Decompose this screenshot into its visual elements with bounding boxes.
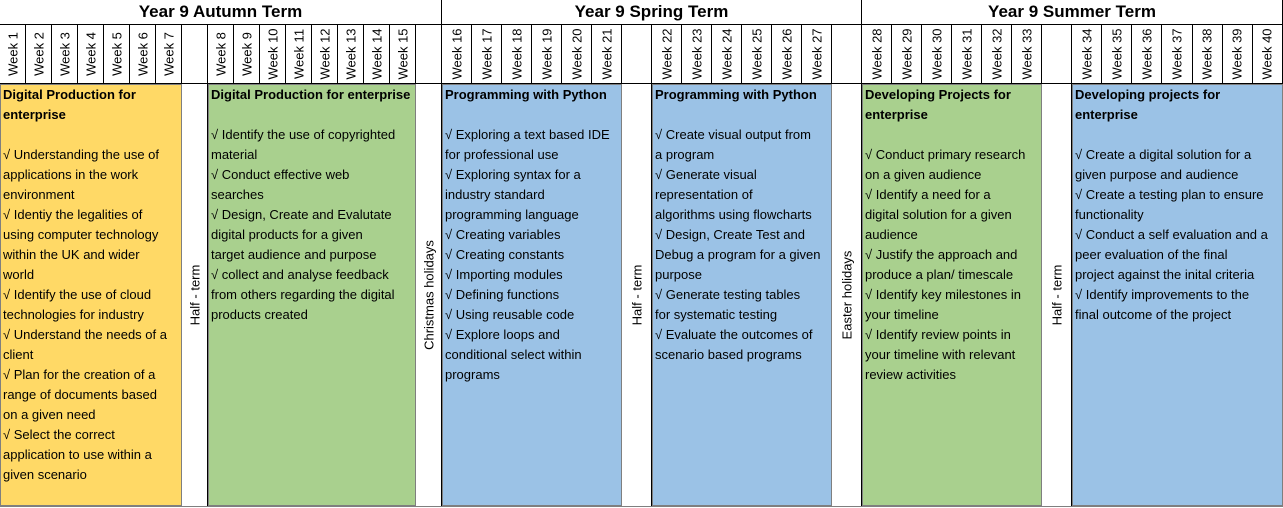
objective-line: application to use within a [3, 447, 152, 462]
week-header-cell [1162, 25, 1192, 84]
spacer [655, 105, 829, 125]
objective-line: for systematic testing [655, 307, 778, 322]
objective-line: on a given need [3, 407, 96, 422]
objective-line: products created [211, 307, 308, 322]
week-label: Week 3 [57, 32, 72, 76]
week-label: Week 17 [479, 28, 494, 80]
week-header-cell [892, 25, 922, 84]
objective-line: √ collect and analyse feedback [211, 267, 389, 282]
objective-line: material [211, 147, 258, 162]
week-label: Week 4 [83, 32, 98, 76]
objective-line: from others regarding the digital [211, 287, 395, 302]
unit-block-digital-production-1 [0, 84, 182, 506]
objective-line: √ Create visual output from [655, 127, 811, 142]
week-label: Week 5 [109, 32, 124, 76]
week-label: Week 31 [959, 28, 974, 80]
week-header-cell [1193, 25, 1223, 84]
objective-line: technologies for industry [3, 307, 144, 322]
week-header-cell [802, 25, 832, 84]
week-label: Week 35 [1109, 28, 1125, 80]
week-label: Week 39 [1229, 28, 1245, 80]
holiday-spring-half-term: Half - term [622, 84, 652, 506]
objective-line: √ Defining functions [445, 287, 560, 302]
week-header-cell [472, 25, 502, 84]
objective-line: √ Exploring syntax for a [445, 167, 581, 182]
objective-line: scenario based programs [655, 347, 802, 362]
holiday-autumn-half-term: Half - term [182, 84, 208, 506]
week-header-blank [622, 25, 652, 84]
objective-line: applications in the work [3, 167, 139, 182]
week-label: Week 7 [161, 32, 176, 76]
objective-line: audience [865, 227, 918, 242]
week-header-cell [364, 25, 390, 84]
week-label: Week 10 [265, 28, 280, 80]
week-label: Week 19 [539, 28, 554, 80]
week-label: Week 1 [5, 32, 20, 76]
unit-block-projects-1 [862, 84, 1042, 506]
objective-line: √ Identiy the legalities of [3, 207, 143, 222]
week-header-cell [1012, 25, 1042, 84]
objective-line: √ Creating constants [445, 247, 565, 262]
objective-line: world [3, 267, 35, 282]
objective-line: representation of [655, 187, 753, 202]
week-label: Week 24 [719, 28, 734, 80]
unit-block-digital-production-2 [208, 84, 416, 506]
week-header-cell [1132, 25, 1162, 84]
objective-line: √ Identify key milestones in [865, 287, 1021, 302]
objective-line: √ Design, Create and Evalutate [211, 207, 392, 222]
week-header-cell [442, 25, 472, 84]
week-header-cell [502, 25, 532, 84]
unit-title-line: enterprise [3, 107, 66, 122]
week-header-cell [712, 25, 742, 84]
term-header-autumn: Year 9 Autumn Term [0, 0, 442, 25]
unit-title-line: Programming with Python [655, 87, 817, 102]
objective-line: √ Generate visual [655, 167, 757, 182]
week-header-cell [742, 25, 772, 84]
holiday-summer-half-term: Half - term [1042, 84, 1072, 506]
unit-block-projects-2 [1072, 84, 1283, 506]
week-header-cell [562, 25, 592, 84]
week-label: Week 40 [1259, 28, 1275, 80]
week-header-cell [312, 25, 338, 84]
week-header-cell [1072, 25, 1102, 84]
week-header-cell [0, 25, 26, 84]
objective-line: using computer technology [3, 227, 159, 242]
week-header-cell [130, 25, 156, 84]
week-label: Week 28 [869, 28, 884, 80]
objective-line: √ Evaluate the outcomes of [655, 327, 813, 342]
objective-line: √ Create a testing plan to ensure [1075, 187, 1264, 202]
week-label: Week 8 [213, 32, 228, 76]
objective-line: √ Exploring a text based IDE [445, 127, 610, 142]
objective-line: √ Identify a need for a [865, 187, 991, 202]
week-label: Week 26 [779, 28, 794, 80]
week-header-cell [156, 25, 182, 84]
objective-line: √ Conduct effective web [211, 167, 350, 182]
week-label: Week 11 [291, 28, 306, 80]
week-header-cell [772, 25, 802, 84]
week-label: Week 32 [989, 28, 1004, 80]
term-header-summer: Year 9 Summer Term [862, 0, 1283, 25]
objective-line: digital products for a given [211, 227, 363, 242]
objective-line: √ Identify the use of cloud [3, 287, 152, 302]
objective-line: Debug a program for a given [655, 247, 821, 262]
week-header-cell [390, 25, 416, 84]
week-header-cell [982, 25, 1012, 84]
objective-line: programming language [445, 207, 579, 222]
objective-line: your timeline [865, 307, 939, 322]
week-label: Week 18 [509, 28, 524, 80]
week-label: Week 13 [343, 28, 358, 80]
week-header-cell [532, 25, 562, 84]
week-header-cell [208, 25, 234, 84]
objective-line: project against the inital criteria [1075, 267, 1255, 282]
objective-line: on a given audience [865, 167, 982, 182]
week-label: Week 37 [1169, 28, 1185, 80]
week-header-cell [1223, 25, 1253, 84]
objective-line: √ Understanding the use of [3, 147, 160, 162]
week-header-cell [652, 25, 682, 84]
spacer [865, 125, 1039, 145]
objective-line: given purpose and audience [1075, 167, 1239, 182]
week-header-cell [26, 25, 52, 84]
unit-title-line: Programming with Python [445, 87, 607, 102]
unit-title-line: Developing projects for [1075, 87, 1221, 102]
objective-line: √ Design, Create Test and [655, 227, 805, 242]
objective-line: √ Identify review points in [865, 327, 1011, 342]
week-label: Week 2 [31, 32, 46, 76]
objective-line: industry standard [445, 187, 545, 202]
week-header-cell [260, 25, 286, 84]
objective-line: √ Generate testing tables [655, 287, 801, 302]
week-header-cell [952, 25, 982, 84]
objective-line: your timeline with relevant [865, 347, 1016, 362]
week-label: Week 33 [1019, 28, 1034, 80]
bottom-border [0, 506, 1283, 507]
week-label: Week 38 [1199, 28, 1215, 80]
week-label: Week 15 [395, 28, 410, 80]
objective-line: range of documents based [3, 387, 157, 402]
objective-line: given scenario [3, 467, 87, 482]
week-label: Week 6 [135, 32, 150, 76]
week-header-cell [1253, 25, 1283, 84]
objective-line: target audience and purpose [211, 247, 377, 262]
week-header-cell [52, 25, 78, 84]
week-header-cell [104, 25, 130, 84]
week-label: Week 21 [599, 28, 614, 80]
objective-line: √ Identify the use of copyrighted [211, 127, 396, 142]
objective-line: final outcome of the project [1075, 307, 1232, 322]
week-header-blank [182, 25, 208, 84]
objective-line: programs [445, 367, 500, 382]
week-header-cell [286, 25, 312, 84]
objective-line: client [3, 347, 34, 362]
objective-line: √ Select the correct [3, 427, 115, 442]
week-header-cell [78, 25, 104, 84]
week-label: Week 9 [239, 32, 254, 76]
spacer [445, 105, 619, 125]
week-label: Week 25 [749, 28, 764, 80]
objective-line: √ Create a digital solution for a [1075, 147, 1252, 162]
week-header-blank [416, 25, 442, 84]
spacer [1075, 125, 1280, 145]
objective-line: √ Conduct primary research [865, 147, 1026, 162]
week-header-cell [862, 25, 892, 84]
objective-line: peer evaluation of the final [1075, 247, 1228, 262]
holiday-christmas: Christmas holidays [416, 84, 442, 506]
week-label: Week 27 [809, 28, 824, 80]
week-label: Week 20 [569, 28, 584, 80]
unit-block-python-2 [652, 84, 832, 506]
objective-line: review activities [865, 367, 957, 382]
week-label: Week 34 [1079, 28, 1095, 80]
objective-line: conditional select within [445, 347, 582, 362]
week-label: Week 30 [929, 28, 944, 80]
objective-line: digital solution for a given [865, 207, 1012, 222]
objective-line: environment [3, 187, 75, 202]
unit-title-line: Digital Production for [3, 87, 136, 102]
objective-line: √ Creating variables [445, 227, 561, 242]
objective-line: √ Explore loops and [445, 327, 560, 342]
spacer [3, 125, 179, 145]
week-header-blank [1042, 25, 1072, 84]
objective-line: within the UK and wider [3, 247, 140, 262]
unit-block-python-1 [442, 84, 622, 506]
objective-line: √ Conduct a self evaluation and a [1075, 227, 1268, 242]
week-label: Week 12 [317, 28, 332, 80]
week-label: Week 14 [369, 28, 384, 80]
objective-line: √ Using reusable code [445, 307, 575, 322]
unit-title-line: Developing Projects for [865, 87, 1011, 102]
objective-line: √ Plan for the creation of a [3, 367, 156, 382]
unit-title-line: enterprise [1075, 107, 1138, 122]
week-label: Week 22 [659, 28, 674, 80]
week-header-cell [234, 25, 260, 84]
holiday-easter: Easter holidays [832, 84, 862, 506]
unit-title-line: enterprise [865, 107, 928, 122]
week-label: Week 29 [899, 28, 914, 80]
objective-line: algorithms using flowcharts [655, 207, 812, 222]
week-label: Week 36 [1139, 28, 1155, 80]
objective-line: produce a plan/ timescale [865, 267, 1014, 282]
week-label: Week 16 [449, 28, 464, 80]
unit-title-line: Digital Production for enterprise [211, 87, 411, 102]
week-header-cell [592, 25, 622, 84]
objective-line: √ Identify improvements to the [1075, 287, 1250, 302]
objective-line: √ Importing modules [445, 267, 563, 282]
objective-line: √ Understand the needs of a [3, 327, 167, 342]
week-header-cell [682, 25, 712, 84]
week-header-cell [1102, 25, 1132, 84]
objective-line: √ Justify the approach and [865, 247, 1018, 262]
objective-line: purpose [655, 267, 702, 282]
week-header-cell [922, 25, 952, 84]
week-label: Week 23 [689, 28, 704, 80]
objective-line: functionality [1075, 207, 1144, 222]
objective-line: a program [655, 147, 715, 162]
objective-line: for professional use [445, 147, 559, 162]
objective-line: searches [211, 187, 264, 202]
spacer [211, 105, 413, 125]
week-header-cell [338, 25, 364, 84]
week-header-blank [832, 25, 862, 84]
term-header-spring: Year 9 Spring Term [442, 0, 862, 25]
